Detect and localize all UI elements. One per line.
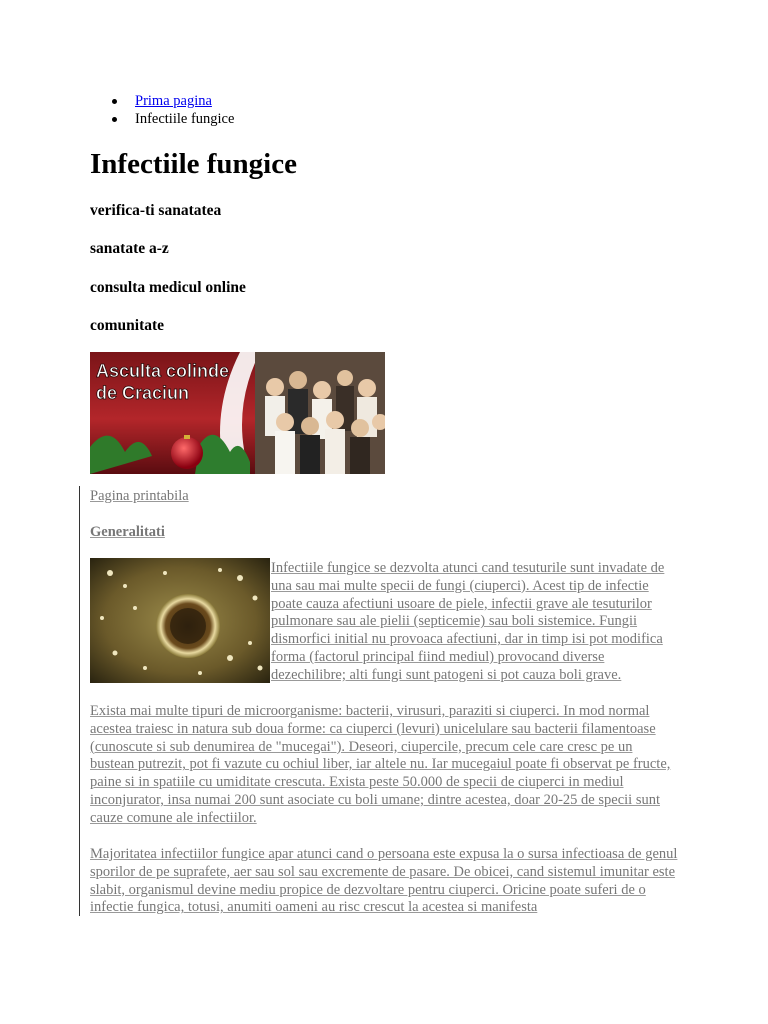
article-paragraph-3 (90, 846, 680, 917)
banner-line-1: Asculta colinde (96, 361, 230, 381)
breadcrumb-item-home (135, 92, 234, 110)
article-paragraph-2 (90, 703, 680, 828)
fungi-culture-illustration (90, 558, 270, 683)
banner-image (90, 352, 385, 474)
menu-item-health-a-z[interactable]: sanatate a-z (90, 240, 169, 257)
article-paragraph-3-text: Majoritatea infectiilor fungice apar atunci cand o persoana este expusa la o sursa infectioasa de genul sporilor de pe suprafete, aer sau sol sau excremente de pasare. De obicei, cand sistemul imunitar este slabit, organismul devine mediu propice de dezvoltare pentru ciuperci. Oricine poate suferi de o infectie fungica, totusi, anumiti oameni au risc crescut la acestea si manifesta (90, 846, 678, 916)
article-paragraph-1-text: Infectiile fungice se dezvolta atunci cand tesuturile sunt invadate de una sau mai multe specii de fungi (ciuperci). Acest tip de infectie poate cauza afectiuni usoare de piele, infectii grave ale tesuturilor pulmonare sau ale pielii (septicemie) sau boli sistemice. Fungii dismorfici initial nu provoaca afectiuni, dar in timp isi pot modifica forma (factorul principal fiind mediul) provocand diverse dezechilibre; alti fungi sunt patogeni si pot cauza boli grave. (271, 560, 665, 683)
fungi-culture-image (90, 558, 270, 683)
menu-item-check-health[interactable]: verifica-ti sanatatea (90, 202, 222, 219)
banner-line-2: de Craciun (96, 383, 190, 403)
section-heading-text: Generalitati (90, 524, 165, 540)
article-paragraph-1 (271, 560, 681, 685)
breadcrumb-item-current: Infectiile fungice (135, 111, 235, 127)
breadcrumb-home-link[interactable]: Prima pagina (135, 93, 212, 109)
menu-item-community[interactable]: comunitate (90, 317, 165, 334)
christmas-carols-banner[interactable] (90, 352, 385, 474)
menu-item-online-doctor[interactable]: consulta medicul online (90, 279, 246, 296)
printable-page-link-text[interactable]: Pagina printabila (90, 488, 189, 504)
printable-page-link[interactable] (90, 487, 189, 505)
section-heading (90, 523, 165, 541)
article-paragraph-2-text: Exista mai multe tipuri de microorganisme: bacterii, virusuri, paraziti si ciuperci. In mod normal acestea traiesc in natura sub doua forme: ca ciuperci (levuri) unicelulare sau bacterii filamentoase (cunoscute si sub denumirea de "mucegai"). Deseori, ciupercile, precum cele care cresc pe un bustean putrezit, pot fi vazute cu ochiul liber, iar altele nu. Iar mucegaiul poate fi observat pe fructe, paine si in spatiile cu umiditate crescuta. Exista peste 50.000 de specii de ciuperci in mediul inconjurator, insa numai 200 sunt asociate cu boli umane; dintre acestea, doar 20-25 de specii sunt cauze comune ale infectiilor. (90, 703, 671, 826)
page-title: Infectiile fungice (90, 148, 297, 180)
content-left-border (79, 486, 80, 916)
breadcrumb (90, 92, 234, 128)
